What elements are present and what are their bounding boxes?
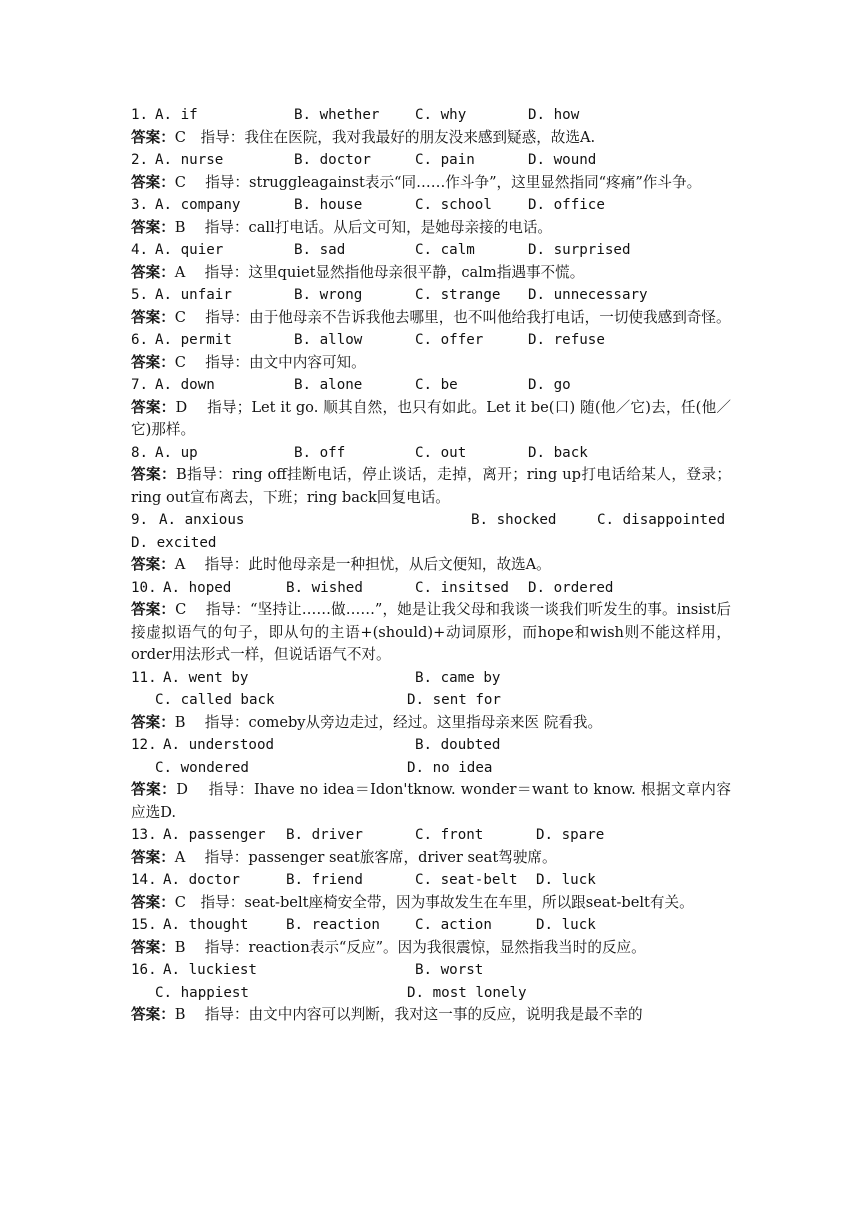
- question-number: 8.: [131, 444, 149, 461]
- document-page: [131, 104, 731, 1027]
- answer-text: C 指导：由文中内容可知。: [174, 353, 366, 371]
- option-b: B. house: [294, 197, 363, 213]
- option-b: B. friend: [286, 872, 363, 888]
- option-d: D. refuse: [528, 332, 605, 348]
- option-a: A. luckiest: [163, 962, 257, 978]
- option-a: A. nurse: [155, 152, 224, 168]
- question-1-options: [131, 104, 731, 127]
- answer-11: [131, 712, 731, 735]
- answer-label: 答案：: [131, 308, 175, 326]
- option-d: D. excited: [131, 534, 217, 551]
- option-d: D. no idea: [407, 759, 493, 776]
- option-c: C. strange: [415, 287, 501, 303]
- answer-text: B 指导：reaction表示“反应”。因为我很震惊，显然指我当时的反应。: [174, 938, 646, 956]
- option-a: A. quier: [155, 242, 224, 258]
- option-c: C. seat-belt: [415, 872, 518, 888]
- answer-3: [131, 217, 731, 240]
- answer-text: B 指导：由文中内容可以判断，我对这一事的反应，说明我是最不幸的: [174, 1006, 643, 1023]
- answer-12: [131, 779, 731, 824]
- answer-label: 答案：: [131, 353, 175, 371]
- question-12-options: [131, 734, 731, 757]
- answer-label: 答案：: [131, 466, 177, 483]
- answer-text: A 指导：此时他母亲是一种担忧，从后文便知，故选A。: [174, 556, 551, 573]
- answer-label: 答案：: [131, 173, 175, 191]
- answer-text: A 指导：这里quiet显然指他母亲很平静，calm指遇事不慌。: [174, 263, 585, 281]
- option-a: A. company: [155, 197, 241, 213]
- option-b: B. reaction: [286, 917, 380, 933]
- option-b: B. shocked: [471, 512, 557, 528]
- option-c: C. action: [415, 917, 492, 933]
- option-a: A. thought: [163, 917, 249, 933]
- option-c: C. front: [415, 827, 484, 843]
- question-number: 14.: [131, 872, 157, 888]
- option-d: D. luck: [536, 872, 596, 888]
- option-b: B. worst: [415, 962, 484, 978]
- option-d: D. back: [528, 444, 588, 461]
- answer-label: 答案：: [131, 893, 175, 911]
- question-9-options: [131, 509, 731, 532]
- answer-label: 答案：: [131, 1006, 175, 1023]
- option-a: A. up: [155, 444, 198, 461]
- question-16-options-cont: [131, 982, 731, 1005]
- option-b: B. sad: [294, 242, 346, 258]
- option-b: B. doctor: [294, 152, 371, 168]
- option-a: A. hoped: [163, 579, 232, 596]
- question-number: 16.: [131, 962, 157, 978]
- option-b: B. wished: [286, 579, 363, 596]
- question-number: 12.: [131, 737, 157, 753]
- answer-label: 答案：: [131, 263, 175, 281]
- option-c: C. be: [415, 377, 458, 393]
- question-11-options: [131, 667, 731, 690]
- option-d: D. office: [528, 197, 605, 213]
- answer-label: 答案：: [131, 218, 175, 236]
- question-7-options: [131, 374, 731, 397]
- answer-text: B 指导：comeby从旁边走过，经过。这里指母亲来医 院看我。: [174, 713, 603, 731]
- answer-13: [131, 847, 731, 870]
- question-number: 7.: [131, 377, 149, 393]
- option-c: C. why: [415, 107, 467, 123]
- answer-label: 答案：: [131, 556, 175, 573]
- option-c: C. disappointed: [597, 512, 726, 528]
- option-a: A. went by: [163, 669, 249, 686]
- question-number: 2.: [131, 152, 149, 168]
- option-a: A. understood: [163, 737, 275, 753]
- question-4-options: [131, 239, 731, 262]
- option-d: D. ordered: [528, 579, 614, 596]
- question-6-options: [131, 329, 731, 352]
- option-d: D. wound: [528, 152, 597, 168]
- option-c: C. wondered: [155, 759, 249, 776]
- question-9-options-cont: [131, 532, 731, 555]
- answer-text: C 指导：seat-belt座椅安全带，因为事故发生在车里，所以跟seat-belt有关。: [174, 893, 694, 911]
- option-b: B. allow: [294, 332, 363, 348]
- option-a: A. unfair: [155, 287, 232, 303]
- option-a: A. passenger: [163, 827, 266, 843]
- answer-label: 答案：: [131, 601, 176, 618]
- answer-7: [131, 397, 731, 442]
- answer-16: [131, 1004, 731, 1027]
- answer-text: C 指导：“坚持让……做……”，她是让我父母和我谈一谈我们听发生的事。insist后接虚拟语气的句子，即从句的主语+(should)+动词原形，而hope和wish则不能这样用，order用法形式一样，但说话语气不对。: [131, 601, 731, 663]
- answer-label: 答案：: [131, 781, 177, 798]
- question-15-options: [131, 914, 731, 937]
- answer-label: 答案：: [131, 848, 175, 866]
- question-13-options: [131, 824, 731, 847]
- answer-text: D 指导：Ihave no idea＝Idon'tknow. wonder＝want to know. 根据文章内容应选D.: [131, 781, 731, 821]
- option-d: D. go: [528, 377, 571, 393]
- answer-15: [131, 937, 731, 960]
- option-d: D. unnecessary: [528, 287, 648, 303]
- answer-10: [131, 599, 731, 667]
- question-14-options: [131, 869, 731, 892]
- option-a: A. permit: [155, 332, 232, 348]
- answer-9: [131, 554, 731, 577]
- question-number: 11.: [131, 669, 157, 686]
- answer-text: A 指导：passenger seat旅客席，driver seat驾驶席。: [174, 848, 557, 866]
- option-c: C. school: [415, 197, 492, 213]
- question-11-options-cont: [131, 689, 731, 712]
- question-number: 4.: [131, 242, 149, 258]
- question-number: 3.: [131, 197, 149, 213]
- question-3-options: [131, 194, 731, 217]
- option-b: B. came by: [415, 669, 501, 686]
- question-5-options: [131, 284, 731, 307]
- answer-text: B指导：ring off挂断电话，停止谈话，走掉，离开；ring up打电话给某人，登录；ring out宣布离去，下班；ring back回复电话。: [131, 466, 731, 506]
- option-b: B. driver: [286, 827, 363, 843]
- answer-label: 答案：: [131, 938, 175, 956]
- option-c: C. out: [415, 444, 467, 461]
- option-c: C. offer: [415, 332, 484, 348]
- answer-label: 答案：: [131, 128, 175, 146]
- option-d: D. surprised: [528, 242, 631, 258]
- answer-14: [131, 892, 731, 915]
- option-c: C. called back: [155, 692, 275, 708]
- question-number: 15.: [131, 917, 157, 933]
- question-8-options: [131, 442, 731, 465]
- option-d: D. sent for: [407, 692, 501, 708]
- answer-2: [131, 172, 731, 195]
- answer-5: [131, 307, 731, 330]
- question-number: 10.: [131, 579, 157, 596]
- option-d: D. most lonely: [407, 984, 527, 1001]
- answer-text: C 指导：struggleagainst表示“同……作斗争”，这里显然指同“疼痛”作斗争。: [174, 173, 702, 191]
- option-d: D. luck: [536, 917, 596, 933]
- answer-6: [131, 352, 731, 375]
- option-c: C. calm: [415, 242, 475, 258]
- answer-1: [131, 127, 731, 150]
- option-c: C. happiest: [155, 984, 249, 1001]
- option-a: A. down: [155, 377, 215, 393]
- answer-4: [131, 262, 731, 285]
- option-a: A. anxious: [159, 512, 245, 528]
- question-number: 1.: [131, 107, 149, 123]
- question-10-options: [131, 577, 731, 600]
- option-d: D. spare: [536, 827, 605, 843]
- option-b: B. alone: [294, 377, 363, 393]
- question-number: 5.: [131, 287, 149, 303]
- answer-text: C 指导：我住在医院，我对我最好的朋友没来感到疑惑，故选A.: [174, 128, 596, 146]
- option-d: D. how: [528, 107, 580, 123]
- option-b: B. doubted: [415, 737, 501, 753]
- question-number: 9.: [131, 512, 149, 528]
- option-a: A. if: [155, 107, 198, 123]
- option-a: A. doctor: [163, 872, 240, 888]
- question-2-options: [131, 149, 731, 172]
- option-b: B. whether: [294, 107, 380, 123]
- option-b: B. off: [294, 444, 346, 461]
- answer-text: D 指导；Let it go. 顺其自然，也只有如此。Let it be(口) 随(他／它)去，任(他／它)那样。: [131, 398, 731, 438]
- answer-label: 答案：: [131, 713, 175, 731]
- question-number: 6.: [131, 332, 149, 348]
- question-12-options-cont: [131, 757, 731, 780]
- question-number: 13.: [131, 827, 157, 843]
- answer-text: C 指导：由于他母亲不告诉我他去哪里，也不叫他给我打电话，一切使我感到奇怪。: [174, 308, 731, 326]
- option-c: C. pain: [415, 152, 475, 168]
- answer-text: B 指导：call打电话。从后文可知，是她母亲接的电话。: [174, 218, 553, 236]
- option-c: C. insitsed: [415, 579, 509, 596]
- question-16-options: [131, 959, 731, 982]
- option-b: B. wrong: [294, 287, 363, 303]
- answer-8: [131, 464, 731, 509]
- answer-label: 答案：: [131, 398, 176, 416]
